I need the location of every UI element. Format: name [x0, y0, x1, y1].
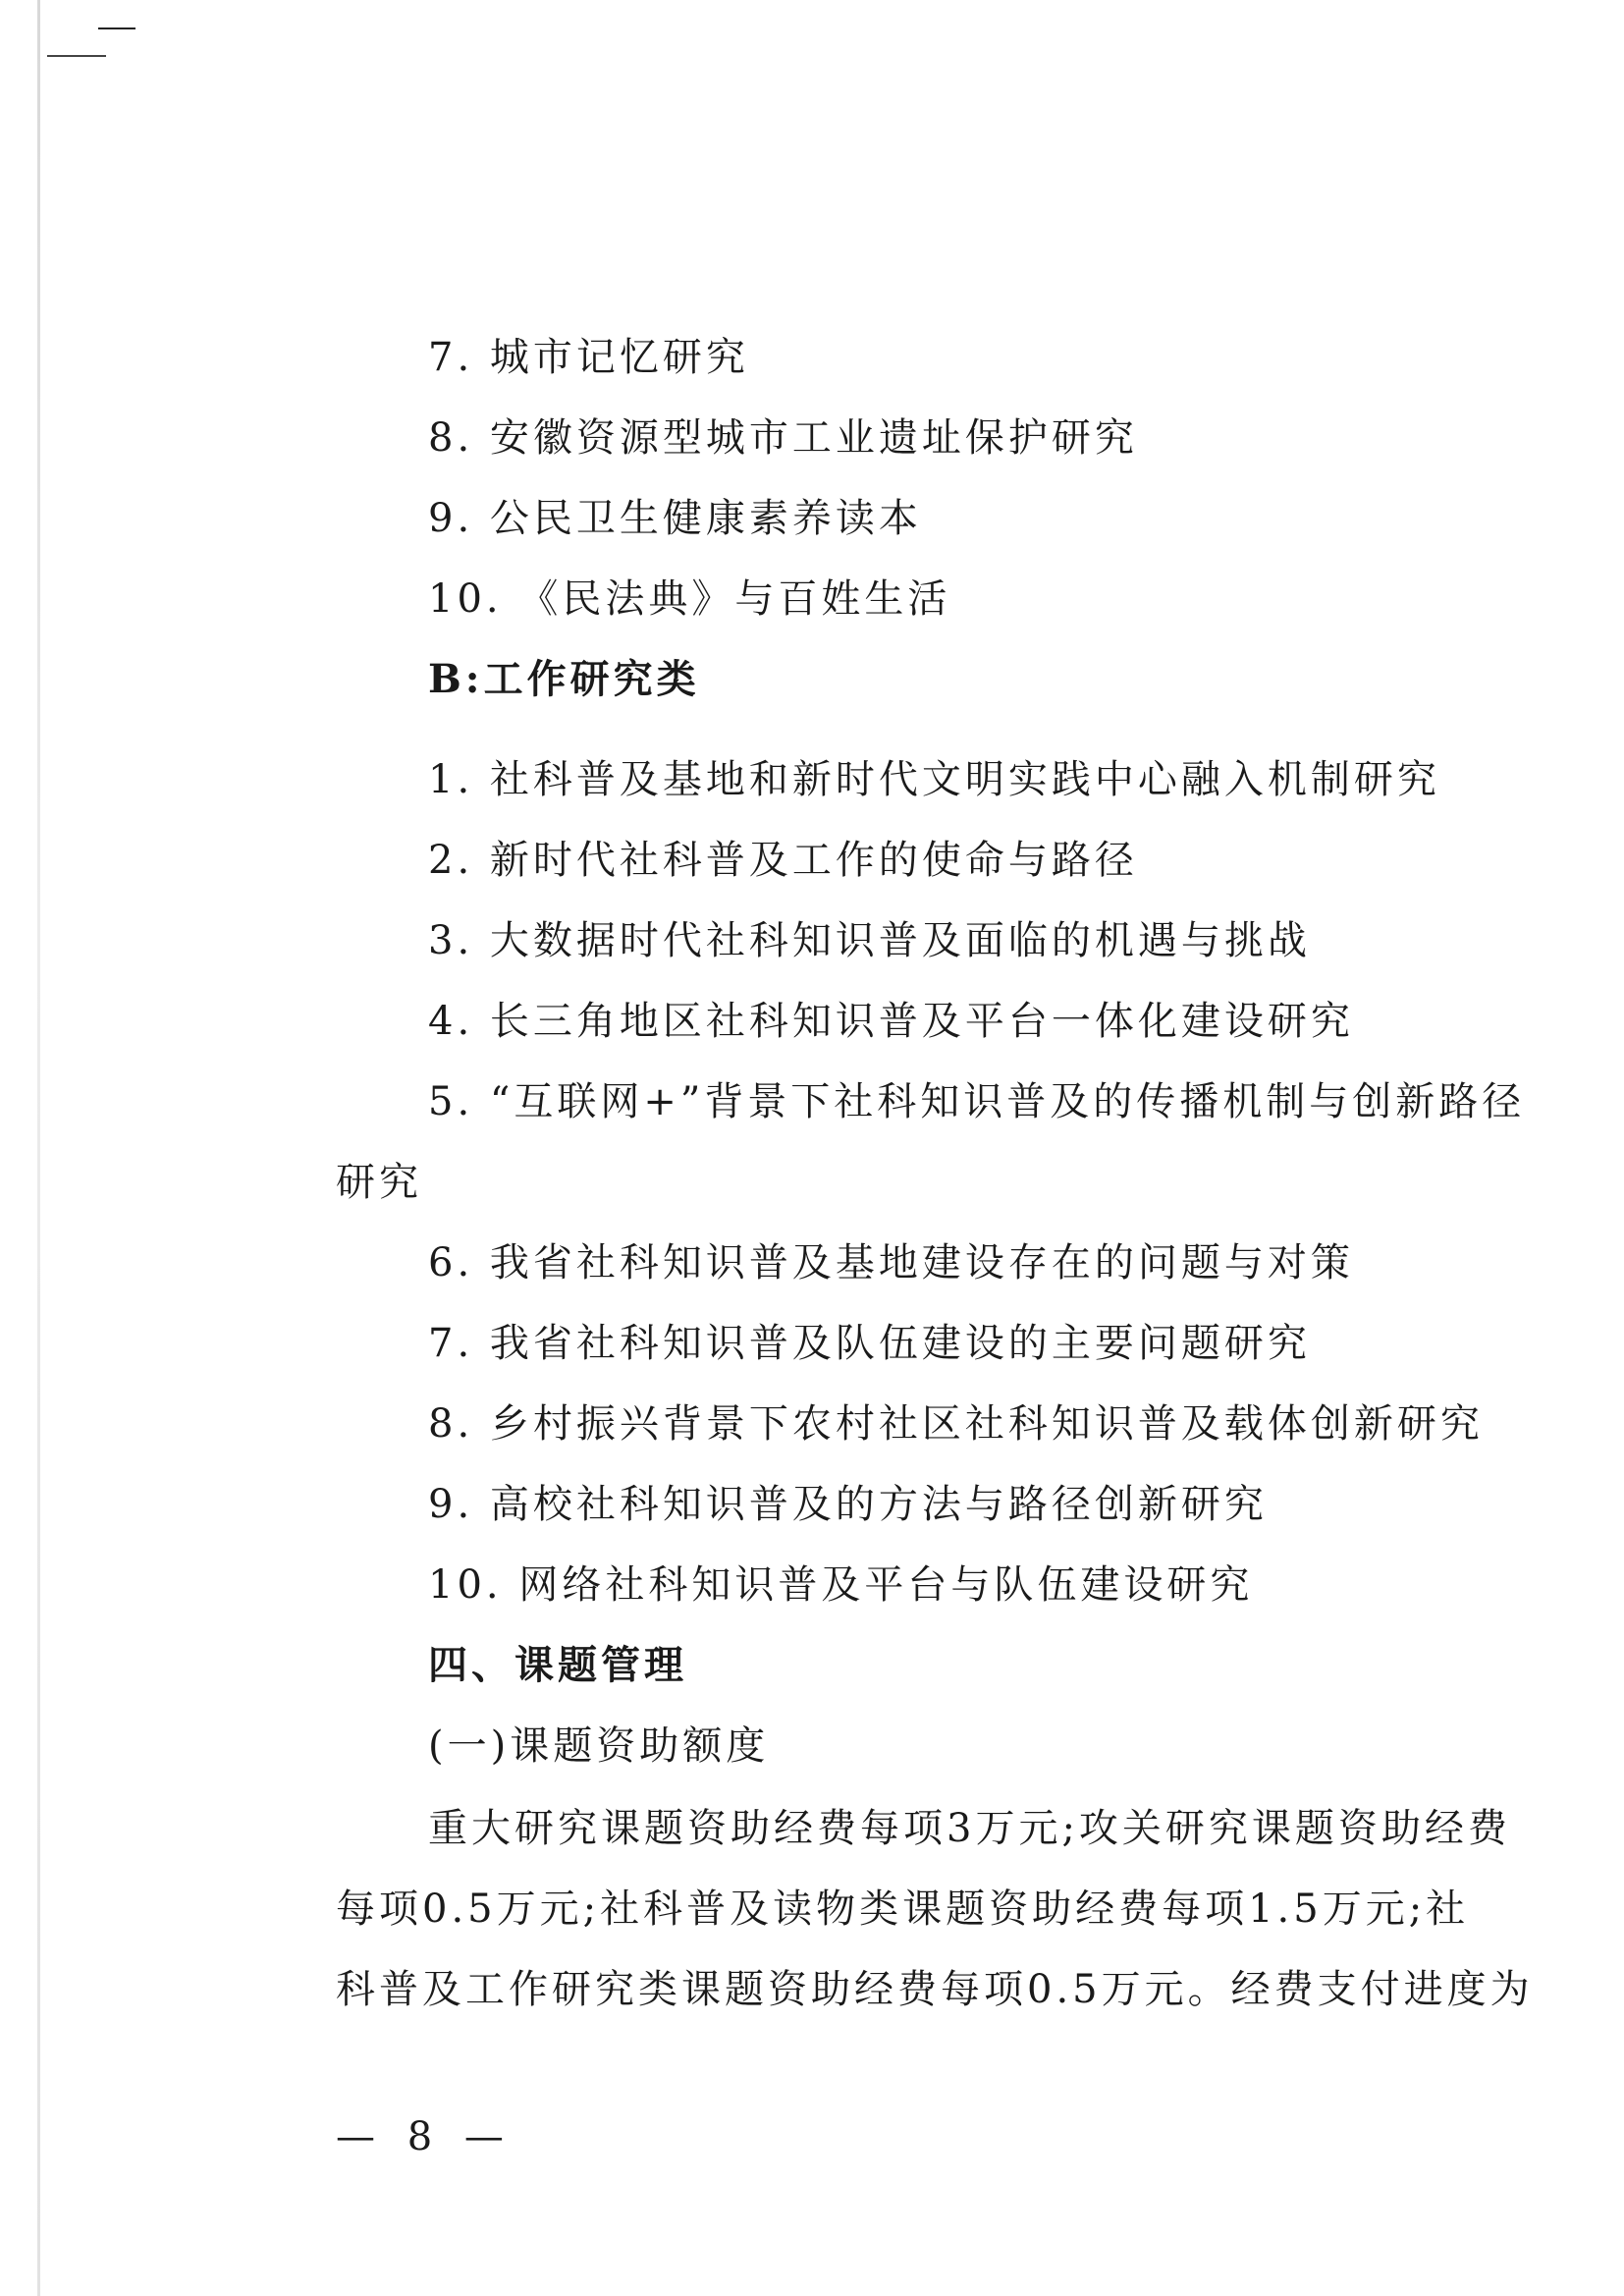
list-item-b-7: 7. 我省社科知识普及队伍建设的主要问题研究 [428, 1321, 1311, 1366]
paragraph-line-3: 科普及工作研究类课题资助经费每项0.5万元。经费支付进度为 [336, 1967, 1534, 2012]
list-item-b-9: 9. 高校社科知识普及的方法与路径创新研究 [428, 1482, 1268, 1527]
list-item-b-4: 4. 长三角地区社科知识普及平台一体化建设研究 [428, 999, 1354, 1044]
list-item-b-5: 5. “互联网+”背景下社科知识普及的传播机制与创新路径 [428, 1079, 1526, 1124]
list-item-a-10: 10. 《民法典》与百姓生活 [428, 576, 951, 622]
page-number: — 8 — [336, 2114, 514, 2159]
section-b-heading: B:工作研究类 [428, 656, 700, 702]
list-item-a-8: 8. 安徽资源型城市工业遗址保护研究 [428, 415, 1138, 461]
list-item-b-8: 8. 乡村振兴背景下农村社区社科知识普及载体创新研究 [428, 1401, 1484, 1447]
list-item-a-7: 7. 城市记忆研究 [428, 335, 749, 380]
list-item-b-5-continued: 研究 [336, 1160, 422, 1205]
list-item-b-6: 6. 我省社科知识普及基地建设存在的问题与对策 [428, 1240, 1354, 1285]
list-item-b-10: 10. 网络社科知识普及平台与队伍建设研究 [428, 1562, 1254, 1608]
list-item-a-9: 9. 公民卫生健康素养读本 [428, 496, 922, 541]
subsection-1-heading: (一)课题资助额度 [428, 1723, 770, 1769]
paragraph-line-1: 重大研究课题资助经费每项3万元;攻关研究课题资助经费 [428, 1806, 1511, 1851]
scan-mark [98, 27, 135, 29]
section-4-heading: 四、课题管理 [428, 1642, 687, 1688]
list-item-b-3: 3. 大数据时代社科知识普及面临的机遇与挑战 [428, 918, 1311, 963]
paragraph-line-2: 每项0.5万元;社科普及读物类课题资助经费每项1.5万元;社 [336, 1886, 1470, 1932]
scan-edge [37, 0, 40, 2296]
scan-mark [47, 55, 106, 57]
list-item-b-2: 2. 新时代社科普及工作的使命与路径 [428, 838, 1138, 883]
list-item-b-1: 1. 社科普及基地和新时代文明实践中心融入机制研究 [428, 757, 1440, 802]
